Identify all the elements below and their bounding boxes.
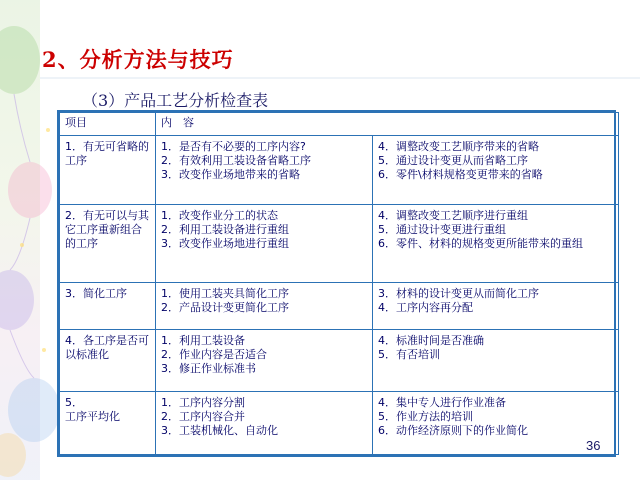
decorative-left-strip bbox=[0, 0, 40, 480]
row-category-label: 3．简化工序 bbox=[65, 287, 127, 301]
row-content-left bbox=[156, 329, 373, 392]
content-line: 6．动作经济原则下的作业简化 bbox=[378, 424, 528, 438]
row-category bbox=[60, 329, 156, 392]
header-item: 项目 bbox=[60, 113, 156, 136]
row-category-label: 4．各工序是否可以标准化 bbox=[65, 333, 149, 361]
table-row bbox=[60, 204, 619, 283]
table-header-row bbox=[60, 113, 619, 136]
table-body bbox=[60, 136, 619, 455]
row-content-right bbox=[373, 136, 619, 205]
content-line: 2．作业内容是否适合 bbox=[161, 347, 267, 361]
table-row bbox=[60, 283, 619, 329]
row-content-right bbox=[373, 392, 619, 455]
content-line: 2．利用工装设备进行重组 bbox=[161, 222, 289, 236]
process-analysis-checklist-table bbox=[57, 110, 616, 457]
row-category bbox=[60, 392, 156, 455]
row-category bbox=[60, 136, 156, 205]
content-line: 4．调整改变工艺顺序带来的省略 bbox=[378, 140, 539, 153]
row-content-right bbox=[373, 283, 619, 329]
content-line: 1．改变作业分工的状态 bbox=[161, 208, 278, 222]
row-category bbox=[60, 204, 156, 283]
row-content-right bbox=[373, 329, 619, 392]
content-line: 5．有否培训 bbox=[378, 347, 440, 361]
content-line: 5．作业方法的培训 bbox=[378, 410, 473, 424]
content-line: 2．工序内容合并 bbox=[161, 410, 245, 424]
row-content-left bbox=[156, 283, 373, 329]
content-line: 3．改变作业场地带来的省略 bbox=[161, 168, 300, 181]
content-line: 2．有效利用工装设备省略工序 bbox=[161, 154, 311, 167]
content-line: 2．产品设计变更简化工序 bbox=[161, 301, 289, 315]
content-line: 3．材料的设计变更从而简化工序 bbox=[378, 287, 539, 301]
row-category-label: 1．有无可省略的工序 bbox=[65, 140, 149, 167]
content-line: 3．工装机械化、自动化 bbox=[161, 424, 278, 438]
row-content-left bbox=[156, 204, 373, 283]
row-category-label: 2．有无可以与其它工序重新组合的工序 bbox=[65, 208, 149, 250]
content-line: 3．改变作业场地进行重组 bbox=[161, 236, 289, 250]
content-line: 4．标准时间是否准确 bbox=[378, 333, 484, 347]
content-line: 4．工序内容再分配 bbox=[378, 301, 473, 315]
content-line: 1．工序内容分割 bbox=[161, 396, 245, 410]
content-line: 4．调整改变工艺顺序进行重组 bbox=[378, 208, 528, 222]
table-row bbox=[60, 392, 619, 455]
content-line: 3．修正作业标准书 bbox=[161, 361, 256, 375]
content-line: 1．是否有不必要的工序内容? bbox=[161, 140, 306, 153]
content-line: 6．零件、材料的规格变更所能带来的重组 bbox=[378, 236, 583, 250]
content-line: 6．零件\材料规格变更带来的省略 bbox=[378, 168, 543, 181]
row-content-left bbox=[156, 392, 373, 455]
header-content: 内 容 bbox=[156, 113, 619, 136]
table-row bbox=[60, 136, 619, 205]
row-category-label: 5． 工序平均化 bbox=[65, 396, 120, 424]
page-number: 36 bbox=[586, 438, 601, 453]
table-row bbox=[60, 329, 619, 392]
content-line: 1．使用工装夹具简化工序 bbox=[161, 287, 289, 301]
content-line: 5．通过设计变更从而省略工序 bbox=[378, 154, 528, 167]
row-content-left bbox=[156, 136, 373, 205]
content-line: 4．集中专人进行作业准备 bbox=[378, 396, 506, 410]
row-category bbox=[60, 283, 156, 329]
content-line: 5．通过设计变更进行重组 bbox=[378, 222, 506, 236]
content-line: 1．利用工装设备 bbox=[161, 333, 245, 347]
slide-heading: 2、分析方法与技巧 bbox=[42, 47, 234, 72]
slide-subheading: （3）产品工艺分析检查表 bbox=[82, 91, 269, 110]
row-content-right bbox=[373, 204, 619, 283]
